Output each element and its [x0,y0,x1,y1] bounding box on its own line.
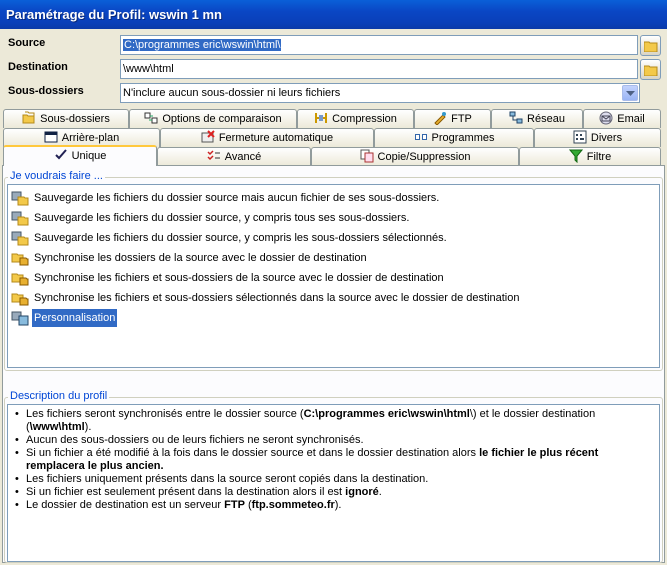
destination-browse-button[interactable] [640,59,661,80]
folder-icon [644,64,658,76]
description-bullet: • Le dossier de destination est un serveur FTP (ftp.sommeteo.fr). [12,499,655,512]
description-box [7,404,660,562]
tab-options-comparaison[interactable]: Options de comparaison [129,109,297,128]
backup-icon [11,190,29,206]
backup-icon [11,230,29,246]
source-label: Source [8,37,46,49]
choice-group-title: Je voudrais faire ... [10,170,103,182]
subfolders-label: Sous-dossiers [8,85,84,97]
tab-compression[interactable]: Compression [297,109,414,128]
compression-icon [314,111,328,125]
check-icon [54,148,68,162]
source-value: C:\programmes eric\wswin\html\ [124,39,281,51]
sync-icon [11,250,29,266]
tab-ftp[interactable]: FTP [414,109,491,128]
tab-fermeture-automatique[interactable]: Fermeture automatique [160,128,374,147]
description-group-title: Description du profil [10,390,108,402]
source-input[interactable] [120,35,638,55]
choice-list[interactable]: Sauvegarde les fichiers du dossier source mais aucun fichier de ses sous-dossiers. Sauvegarde les fichiers du dossier source, y compris tous ses sous-dossiers. Sauvegarde les fichiers du dossier source, y compris les sous-dossiers sélectionnés. Synchronise les dossiers de la source avec le dossier de destination Synchronise les fichiers et sous-dossiers de la source avec le dossier de destination Synchronise les fichiers et sous-dossiers sélectionnés dans la source avec le dossier de destination Personnalisation [7,184,660,368]
ftp-icon [433,111,447,125]
filter-icon [569,149,583,163]
misc-icon [573,130,587,144]
tab-avance[interactable]: Avancé [157,147,311,166]
tab-reseau[interactable]: Réseau [491,109,583,128]
description-bullet: • Les fichiers uniquement présents dans la source seront copiés dans la destination. [12,473,655,486]
source-browse-button[interactable] [640,35,661,56]
description-bullet: • Si un fichier a été modifié à la fois dans le dossier source et dans le dossier destination alors le fichier le plus récent remplacera le plus ancien. [12,447,655,473]
compare-icon [144,111,158,125]
description-bullet: • Les fichiers seront synchronisés entre le dossier source (C:\programmes eric\wswin\html\) et le dossier destination (\www\html). [12,408,655,434]
subfolders-value: N'inclure aucun sous-dossier ni leurs fichiers [123,87,341,99]
destination-value: \www\html [123,63,174,75]
copy-delete-icon [360,149,374,163]
network-icon [509,111,523,125]
checklist-icon [207,149,221,163]
chevron-down-icon [626,91,635,97]
dropdown-button[interactable] [622,85,638,101]
folder-icon [644,40,658,52]
sync-icon [11,290,29,306]
close-window-icon [201,130,215,144]
destination-label: Destination [8,61,68,73]
description-bullet: • Aucun des sous-dossiers ou de leurs fichiers ne seront synchronisés. [12,434,655,447]
window-title-bar [0,0,667,29]
tab-email[interactable]: Email [583,109,661,128]
subfolders-select[interactable] [120,83,640,103]
tab-arriere-plan[interactable]: Arrière-plan [3,128,160,147]
backup-icon [11,210,29,226]
tab-divers[interactable]: Divers [534,128,661,147]
programs-icon [414,130,428,144]
tab-programmes[interactable]: Programmes [374,128,534,147]
tab-copie-suppression[interactable]: Copie/Suppression [311,147,519,166]
window-title: Paramétrage du Profil: wswin 1 mn [6,7,222,22]
tab-filtre[interactable]: Filtre [519,147,661,166]
folders-icon [22,111,36,125]
email-icon [599,111,613,125]
destination-input[interactable] [120,59,638,79]
custom-icon [11,310,29,326]
tab-sous-dossiers[interactable]: Sous-dossiers [3,109,129,128]
window-icon [44,130,58,144]
description-bullet: • Si un fichier est seulement présent dans la destination alors il est ignoré. [12,486,655,499]
tab-unique[interactable]: Unique [3,145,157,166]
sync-icon [11,270,29,286]
